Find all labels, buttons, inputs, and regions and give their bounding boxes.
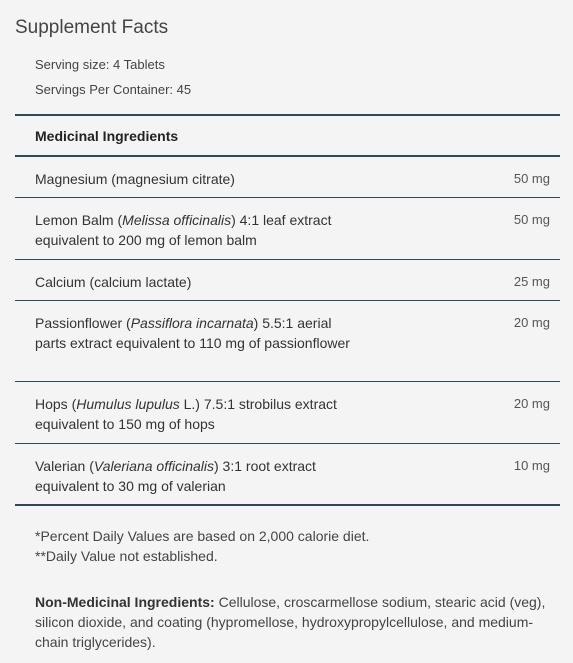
ingredient-amount: 25 mg bbox=[513, 274, 550, 289]
non-medicinal-label: Non-Medicinal Ingredients: bbox=[35, 594, 215, 610]
non-medicinal-ingredients bbox=[35, 592, 555, 652]
ingredient-row bbox=[15, 157, 560, 198]
serving-size: Serving size: 4 Tablets bbox=[35, 57, 165, 72]
ingredient-amount: 20 mg bbox=[513, 315, 550, 330]
footnotes bbox=[35, 526, 369, 566]
ingredient-name: Valerian (Valeriana officinalis) 3:1 root extract equivalent to 30 mg of valerian bbox=[35, 458, 316, 494]
servings-per-container: Servings Per Container: 45 bbox=[35, 82, 192, 97]
ingredient-row bbox=[15, 382, 560, 444]
footnote-daily-values: *Percent Daily Values are based on 2,000 calorie diet. bbox=[35, 528, 370, 544]
ingredient-name: Hops (Humulus lupulus L.) 7.5:1 strobilus extract equivalent to 150 mg of hops bbox=[35, 396, 337, 432]
footnote-daily-value-not-established: **Daily Value not established. bbox=[35, 548, 218, 564]
ingredient-row bbox=[15, 198, 560, 260]
page-title: Supplement Facts bbox=[15, 17, 169, 38]
ingredient-name: Passionflower (Passiflora incarnata) 5.5:1 aerial parts extract equivalent to 110 mg of passionflower bbox=[35, 315, 350, 351]
non-medicinal-text: Cellulose, croscarmellose sodium, stearic acid (veg), silicon dioxide, and coating (hypromellose, hydroxypropylcellulose, and medium-chain triglycerides). bbox=[35, 594, 546, 650]
ingredient-amount: 10 mg bbox=[513, 458, 550, 473]
ingredient-amount: 20 mg bbox=[513, 396, 550, 411]
ingredient-amount: 50 mg bbox=[513, 171, 550, 186]
ingredient-row bbox=[15, 444, 560, 504]
ingredient-name: Lemon Balm (Melissa officinalis) 4:1 leaf extract equivalent to 200 mg of lemon balm bbox=[35, 212, 332, 248]
ingredient-row bbox=[15, 301, 560, 382]
ingredient-name: Calcium (calcium lactate) bbox=[35, 274, 192, 290]
ingredient-name: Magnesium (magnesium citrate) bbox=[35, 171, 235, 187]
ingredient-row bbox=[15, 260, 560, 301]
ingredients-table bbox=[15, 114, 560, 506]
table-header: Medicinal Ingredients bbox=[15, 116, 560, 157]
ingredient-amount: 50 mg bbox=[513, 212, 550, 227]
